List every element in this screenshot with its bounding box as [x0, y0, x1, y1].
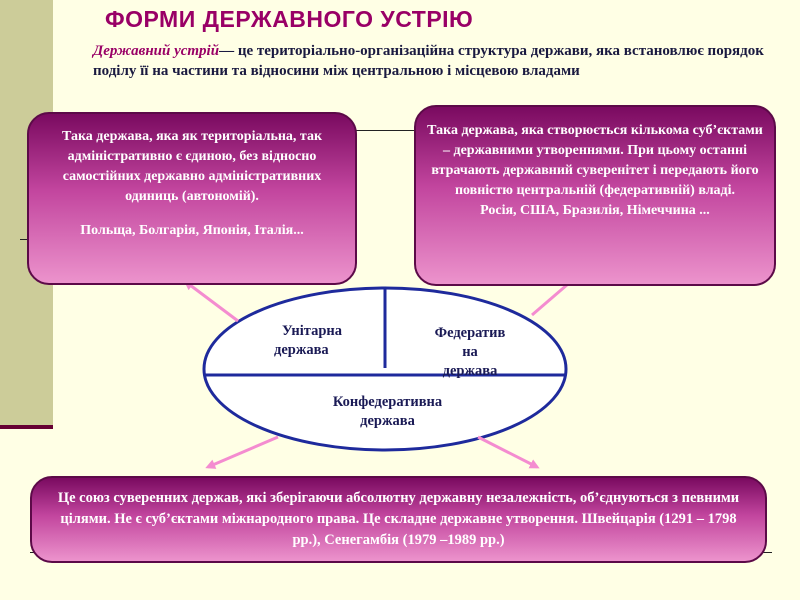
- arrow-to-confed-box-left: [208, 437, 278, 467]
- unitary-label-line1: Унітарна: [281, 323, 343, 339]
- definition-body: — це територіально-організаційна структура держави, яка встановлює порядок поділу її на частини та відносини між центральною і місцевою владами: [93, 43, 764, 79]
- confederation-box: [30, 476, 767, 563]
- arrow-to-confed-box-right: [478, 437, 537, 467]
- slide-title: ФОРМИ ДЕРЖАВНОГО УСТРІЮ: [105, 6, 474, 32]
- confed-label-line1: Конфедеративна: [332, 394, 443, 410]
- definition-term: Державний устрій: [93, 43, 220, 59]
- federal-description: Така держава, яка створюється кількома суб’єктами – державними утвореннями. При цьому останні втрачають державний суверенітет і передають його повністю центральній (федеративній) владі.: [427, 123, 763, 198]
- arrow-to-unitary-box: [186, 282, 238, 321]
- federal-label-line1: Федератив: [434, 325, 506, 341]
- unitary-description: Така держава, яка як територіальна, так адміністративно є єдиною, без відносно самостійних державно адміністративних одиниць (автономій).: [61, 129, 323, 204]
- federal-label: [418, 324, 522, 381]
- confed-label: [300, 393, 475, 431]
- federal-label-line2: на: [462, 344, 478, 360]
- unitary-label-line2: держава: [274, 342, 329, 358]
- unitary-state-box: [27, 112, 357, 285]
- confed-label-line2: держава: [360, 413, 415, 429]
- federal-state-box: [414, 105, 776, 286]
- confederation-text: Це союз суверенних держав, які зберігаючи абсолютну державну незалежність, об’єднуються з певними цілями. Не є суб’єктами міжнародного права. Це складне державне утворення. Швейцарія (1291 – 1798 рр.), Сенегамбія (1979 –1989 рр.): [57, 490, 740, 548]
- unitary-label: [262, 322, 362, 360]
- unitary-examples: Польща, Болгарія, Японія, Італія...: [80, 223, 304, 238]
- federal-examples: Росія, США, Бразилія, Німеччина ...: [480, 203, 710, 218]
- federal-label-line3: держава: [442, 363, 498, 379]
